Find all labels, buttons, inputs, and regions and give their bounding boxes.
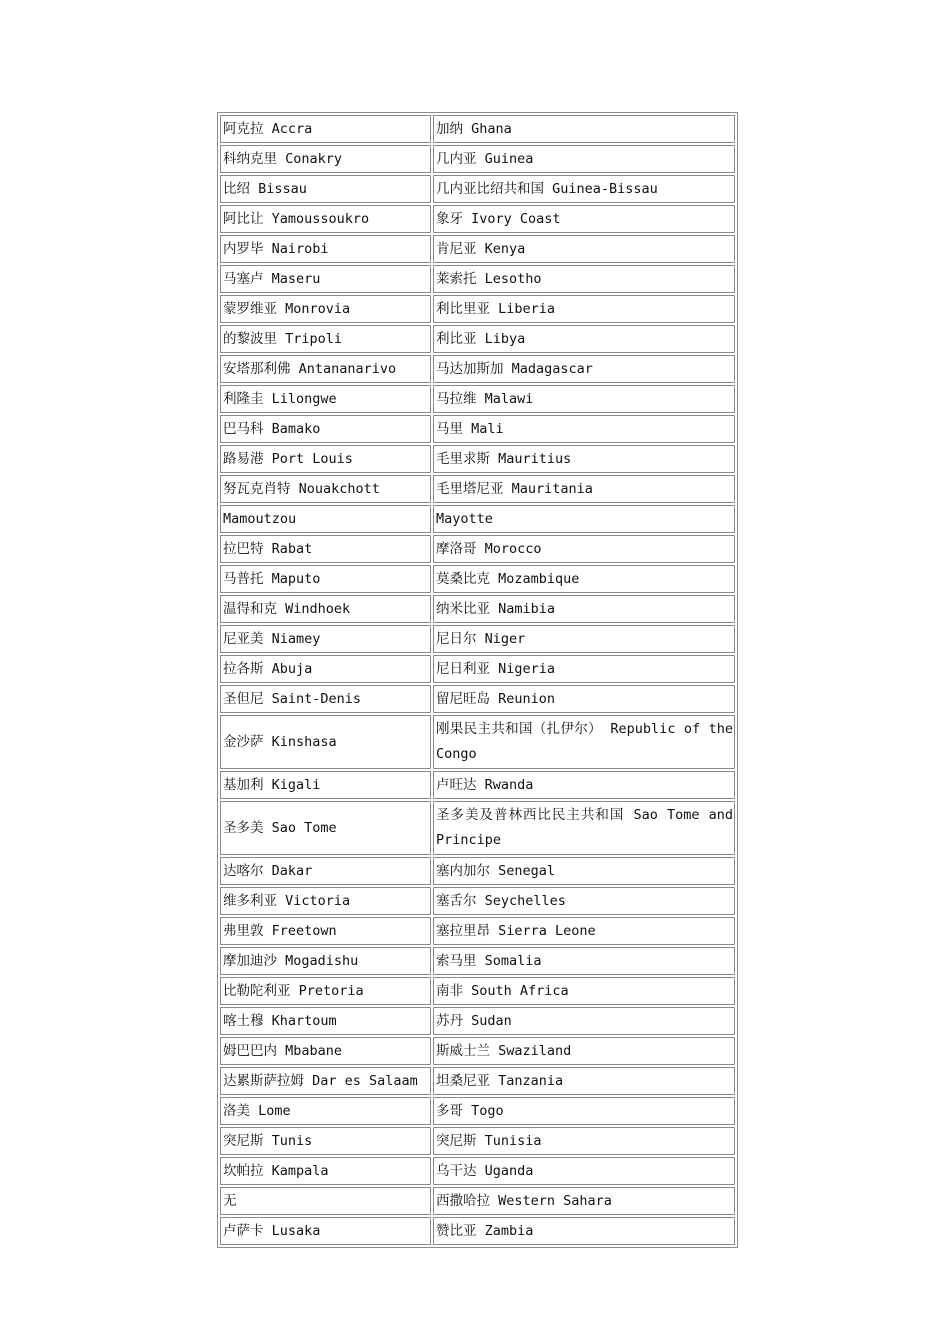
table-row xyxy=(220,1187,735,1215)
table-row xyxy=(220,475,735,503)
capital-cell: 坎帕拉 Kampala xyxy=(220,1157,431,1185)
table-row xyxy=(220,857,735,885)
capital-cell: 马塞卢 Maseru xyxy=(220,265,431,293)
table-row xyxy=(220,977,735,1005)
table-row xyxy=(220,801,735,855)
table-row xyxy=(220,947,735,975)
capital-cell: 圣但尼 Saint-Denis xyxy=(220,685,431,713)
capital-cell: 利隆圭 Lilongwe xyxy=(220,385,431,413)
table-row xyxy=(220,265,735,293)
capital-cell: 阿克拉 Accra xyxy=(220,115,431,143)
capital-cell: 比绍 Bissau xyxy=(220,175,431,203)
table-row xyxy=(220,145,735,173)
capital-cell: 安塔那利佛 Antananarivo xyxy=(220,355,431,383)
country-cell: 尼日尔 Niger xyxy=(433,625,735,653)
table-row xyxy=(220,565,735,593)
capital-cell: 达累斯萨拉姆 Dar es Salaam xyxy=(220,1067,431,1095)
table-row xyxy=(220,715,735,769)
country-cell: 尼日利亚 Nigeria xyxy=(433,655,735,683)
capital-cell: 摩加迪沙 Mogadishu xyxy=(220,947,431,975)
country-cell: 摩洛哥 Morocco xyxy=(433,535,735,563)
country-cell: 加纳 Ghana xyxy=(433,115,735,143)
table-row xyxy=(220,325,735,353)
country-cell: 毛里塔尼亚 Mauritania xyxy=(433,475,735,503)
table-row xyxy=(220,235,735,263)
capital-cell: 洛美 Lome xyxy=(220,1097,431,1125)
country-cell: 卢旺达 Rwanda xyxy=(433,771,735,799)
country-cell: 留尼旺岛 Reunion xyxy=(433,685,735,713)
country-cell: 马拉维 Malawi xyxy=(433,385,735,413)
country-cell: 刚果民主共和国（扎伊尔） Republic of the Congo xyxy=(433,715,735,769)
capital-cell: 巴马科 Bamako xyxy=(220,415,431,443)
country-cell: 几内亚 Guinea xyxy=(433,145,735,173)
country-cell: 几内亚比绍共和国 Guinea-Bissau xyxy=(433,175,735,203)
capital-cell: 达喀尔 Dakar xyxy=(220,857,431,885)
table-row xyxy=(220,685,735,713)
country-cell: 赞比亚 Zambia xyxy=(433,1217,735,1245)
capital-cell: 拉巴特 Rabat xyxy=(220,535,431,563)
country-cell: 象牙 Ivory Coast xyxy=(433,205,735,233)
table-row xyxy=(220,1157,735,1185)
capital-cell: Mamoutzou xyxy=(220,505,431,533)
country-cell: 纳米比亚 Namibia xyxy=(433,595,735,623)
table-row xyxy=(220,1097,735,1125)
country-cell: 肯尼亚 Kenya xyxy=(433,235,735,263)
country-cell: 塞拉里昂 Sierra Leone xyxy=(433,917,735,945)
country-cell: 毛里求斯 Mauritius xyxy=(433,445,735,473)
table-row xyxy=(220,505,735,533)
table-row xyxy=(220,1007,735,1035)
table-row xyxy=(220,205,735,233)
country-cell: 斯威士兰 Swaziland xyxy=(433,1037,735,1065)
country-cell: 莱索托 Lesotho xyxy=(433,265,735,293)
capital-cell: 卢萨卡 Lusaka xyxy=(220,1217,431,1245)
capital-cell: 突尼斯 Tunis xyxy=(220,1127,431,1155)
country-cell: 塞内加尔 Senegal xyxy=(433,857,735,885)
capital-cell: 科纳克里 Conakry xyxy=(220,145,431,173)
table-row xyxy=(220,887,735,915)
capital-cell: 圣多美 Sao Tome xyxy=(220,801,431,855)
table-row xyxy=(220,445,735,473)
country-cell: 坦桑尼亚 Tanzania xyxy=(433,1067,735,1095)
table-row xyxy=(220,355,735,383)
table-row xyxy=(220,415,735,443)
capital-cell: 温得和克 Windhoek xyxy=(220,595,431,623)
capital-cell: 比勒陀利亚 Pretoria xyxy=(220,977,431,1005)
country-cell: 马里 Mali xyxy=(433,415,735,443)
country-cell: 马达加斯加 Madagascar xyxy=(433,355,735,383)
capital-cell: 姆巴巴内 Mbabane xyxy=(220,1037,431,1065)
table-row xyxy=(220,295,735,323)
capital-cell: 阿比让 Yamoussoukro xyxy=(220,205,431,233)
capital-cell: 拉各斯 Abuja xyxy=(220,655,431,683)
capital-cell: 弗里敦 Freetown xyxy=(220,917,431,945)
country-cell: 突尼斯 Tunisia xyxy=(433,1127,735,1155)
capital-cell: 蒙罗维亚 Monrovia xyxy=(220,295,431,323)
country-cell: 南非 South Africa xyxy=(433,977,735,1005)
country-cell: 莫桑比克 Mozambique xyxy=(433,565,735,593)
country-cell: 多哥 Togo xyxy=(433,1097,735,1125)
capital-cell: 无 xyxy=(220,1187,431,1215)
table-row xyxy=(220,1217,735,1245)
table-row xyxy=(220,115,735,143)
country-cell: 乌干达 Uganda xyxy=(433,1157,735,1185)
table-row xyxy=(220,655,735,683)
table-row xyxy=(220,385,735,413)
country-cell: 利比亚 Libya xyxy=(433,325,735,353)
table-row xyxy=(220,1037,735,1065)
table-row xyxy=(220,535,735,563)
country-cell: 塞舌尔 Seychelles xyxy=(433,887,735,915)
capitals-table-body xyxy=(220,115,735,1245)
country-cell: Mayotte xyxy=(433,505,735,533)
capital-cell: 内罗毕 Nairobi xyxy=(220,235,431,263)
capital-cell: 路易港 Port Louis xyxy=(220,445,431,473)
capital-cell: 尼亚美 Niamey xyxy=(220,625,431,653)
table-row xyxy=(220,175,735,203)
capitals-table xyxy=(217,112,738,1248)
capital-cell: 喀土穆 Khartoum xyxy=(220,1007,431,1035)
capital-cell: 维多利亚 Victoria xyxy=(220,887,431,915)
country-cell: 苏丹 Sudan xyxy=(433,1007,735,1035)
table-row xyxy=(220,917,735,945)
table-row xyxy=(220,1067,735,1095)
country-cell: 西撒哈拉 Western Sahara xyxy=(433,1187,735,1215)
capital-cell: 努瓦克肖特 Nouakchott xyxy=(220,475,431,503)
table-row xyxy=(220,771,735,799)
capital-cell: 的黎波里 Tripoli xyxy=(220,325,431,353)
capital-cell: 马普托 Maputo xyxy=(220,565,431,593)
capital-cell: 基加利 Kigali xyxy=(220,771,431,799)
table-row xyxy=(220,595,735,623)
country-cell: 圣多美及普林西比民主共和国 Sao Tome and Principe xyxy=(433,801,735,855)
country-cell: 利比里亚 Liberia xyxy=(433,295,735,323)
country-cell: 索马里 Somalia xyxy=(433,947,735,975)
table-row xyxy=(220,1127,735,1155)
capital-cell: 金沙萨 Kinshasa xyxy=(220,715,431,769)
table-row xyxy=(220,625,735,653)
